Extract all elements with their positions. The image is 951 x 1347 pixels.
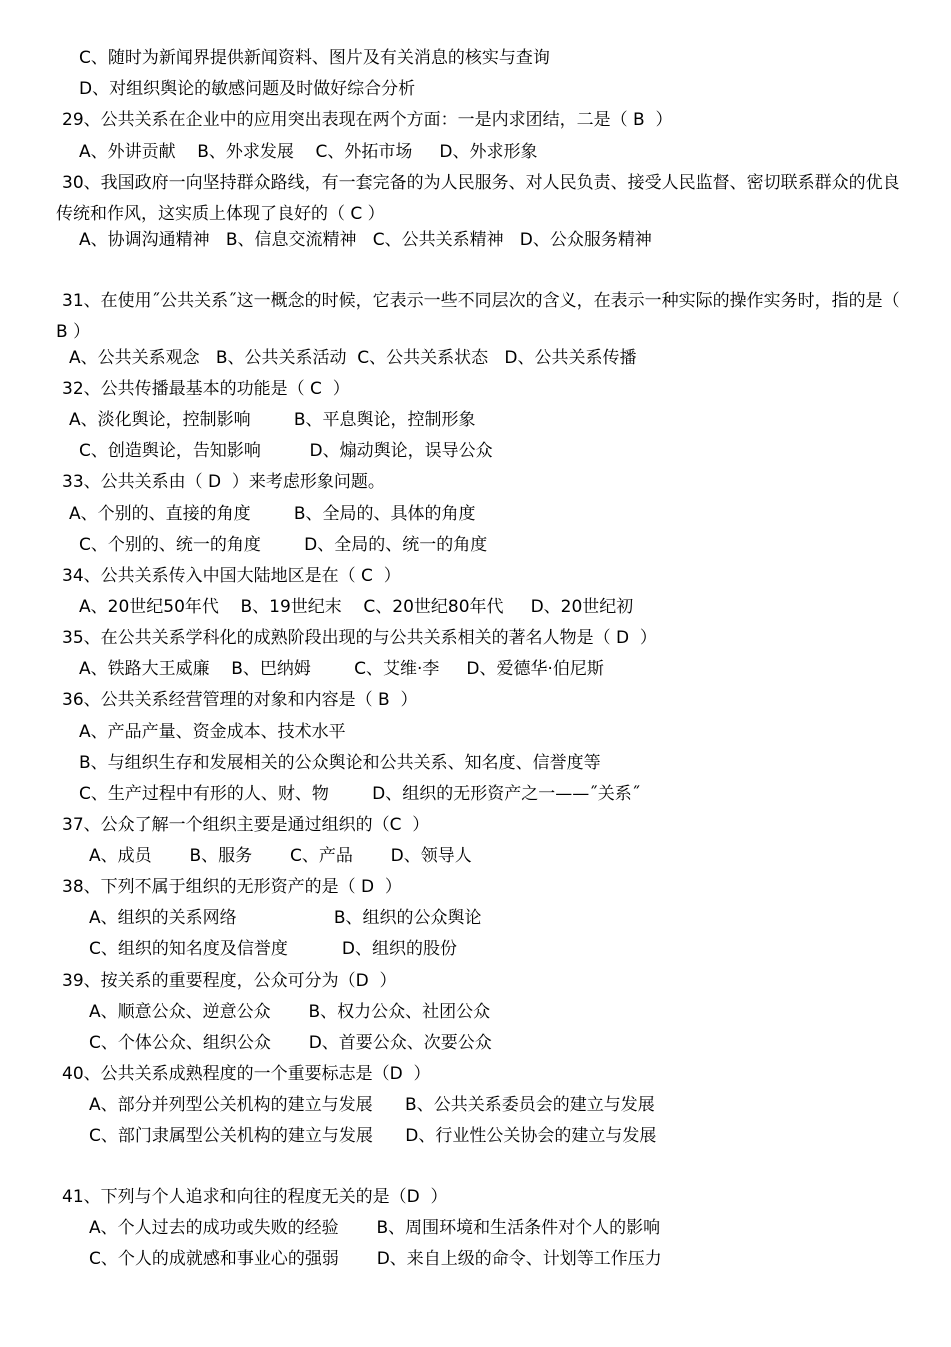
options-38-cd: C、组织的知名度及信誉度 D、组织的股份 xyxy=(89,939,457,959)
options-37: A、成员 B、服务 C、产品 D、领导人 xyxy=(89,846,472,866)
question-34: 34、公共关系传入中国大陆地区是在（ C ） xyxy=(62,566,401,586)
options-30: A、协调沟通精神 B、信息交流精神 C、公共关系精神 D、公众服务精神 xyxy=(79,230,652,250)
question-35: 35、在公共关系学科化的成熟阶段出现的与公共关系相关的著名人物是（ D ） xyxy=(62,628,657,648)
option-36-a: A、产品产量、资金成本、技术水平 xyxy=(79,722,346,742)
options-39-cd: C、个体公众、组织公众 D、首要公众、次要公众 xyxy=(89,1033,492,1053)
options-33-ab: A、个别的、直接的角度 B、全局的、具体的角度 xyxy=(69,504,476,524)
options-34: A、20世纪50年代 B、19世纪末 C、20世纪80年代 D、20世纪初 xyxy=(79,597,634,617)
text-line: C、随时为新闻界提供新闻资料、图片及有关消息的核实与查询 xyxy=(79,48,550,68)
question-39: 39、按关系的重要程度，公众可分为（D ） xyxy=(62,971,397,991)
question-30: 30、我国政府一向坚持群众路线，有一套完备的为人民服务、对人民负责、接受人民监督、密切联系群众的优良传统和作风，这实质上体现了良好的（ C ） xyxy=(56,173,900,224)
options-38-ab: A、组织的关系网络 B、组织的公众舆论 xyxy=(89,908,482,928)
options-41-ab: A、个人过去的成功或失败的经验 B、周围环境和生活条件对个人的影响 xyxy=(89,1218,661,1238)
options-33-cd: C、个别的、统一的角度 D、全局的、统一的角度 xyxy=(79,535,488,555)
question-40: 40、公共关系成熟程度的一个重要标志是（D ） xyxy=(62,1064,431,1084)
options-35: A、铁路大王威廉 B、巴纳姆 C、艾维·李 D、爱德华·伯尼斯 xyxy=(79,659,604,679)
question-33: 33、公共关系由（ D ）来考虑形象问题。 xyxy=(62,472,385,492)
options-32-cd: C、创造舆论，告知影响 D、煽动舆论，误导公众 xyxy=(79,441,493,461)
question-36: 36、公共关系经营管理的对象和内容是（ B ） xyxy=(62,690,418,710)
question-37: 37、公众了解一个组织主要是通过组织的（C ） xyxy=(62,815,430,835)
option-36-b: B、与组织生存和发展相关的公众舆论和公共关系、知名度、信誉度等 xyxy=(79,753,601,773)
text-line: D、对组织舆论的敏感问题及时做好综合分析 xyxy=(79,79,416,99)
options-41-cd: C、个人的成就感和事业心的强弱 D、来自上级的命令、计划等工作压力 xyxy=(89,1249,662,1269)
options-32-ab: A、淡化舆论，控制影响 B、平息舆论，控制形象 xyxy=(69,410,476,430)
question-41: 41、下列与个人追求和向往的程度无关的是（D ） xyxy=(62,1187,448,1207)
question-32: 32、公共传播最基本的功能是（ C ） xyxy=(62,379,350,399)
question-31: 31、在使用˝公共关系˝这一概念的时候，它表示一些不同层次的含义，在表示一种实际的操作实务时，指的是（ B ） xyxy=(56,291,900,342)
options-36-cd: C、生产过程中有形的人、财、物 D、组织的无形资产之一——˝关系˝ xyxy=(79,784,641,804)
options-40-cd: C、部门隶属型公关机构的建立与发展 D、行业性公关协会的建立与发展 xyxy=(89,1126,657,1146)
options-29: A、外讲贡献 B、外求发展 C、外拓市场 D、外求形象 xyxy=(79,142,538,162)
options-39-ab: A、顺意公众、逆意公众 B、权力公众、社团公众 xyxy=(89,1002,491,1022)
question-38: 38、下列不属于组织的无形资产的是（ D ） xyxy=(62,877,402,897)
question-29: 29、公共关系在企业中的应用突出表现在两个方面：一是内求团结，二是（ B ） xyxy=(62,110,673,130)
options-31: A、公共关系观念 B、公共关系活动 C、公共关系状态 D、公共关系传播 xyxy=(69,348,637,368)
options-40-ab: A、部分并列型公关机构的建立与发展 B、公共关系委员会的建立与发展 xyxy=(89,1095,655,1115)
